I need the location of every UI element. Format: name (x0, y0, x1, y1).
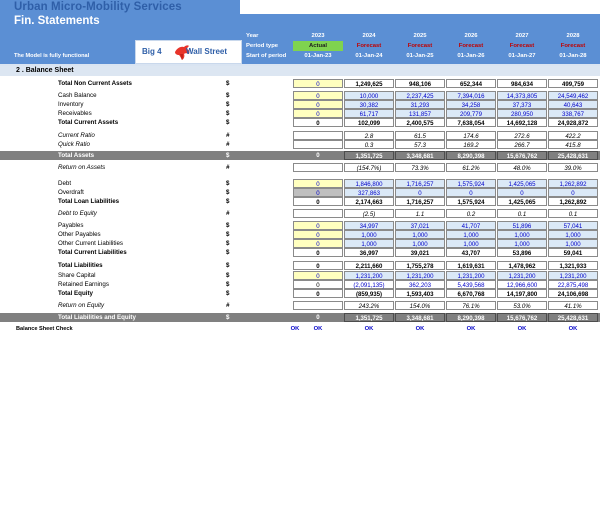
table-cell[interactable]: 57.3 (395, 140, 445, 149)
company-name: Urban Micro-Mobility Services (14, 1, 182, 13)
table-cell[interactable]: 0.3 (344, 140, 394, 149)
status-badge: OK (364, 326, 374, 332)
document-title: Fin. Statements (14, 15, 100, 27)
table-cell[interactable]: 37,021 (395, 221, 445, 230)
balance-sheet-check-label: Balance Sheet Check (16, 326, 73, 332)
table-cell[interactable]: 12,966,600 (497, 280, 547, 289)
table-cell[interactable]: 25,428,631 (548, 151, 598, 160)
table-cell[interactable]: 31,293 (395, 100, 445, 109)
table-cell[interactable]: 1,000 (548, 230, 598, 239)
table-row (0, 271, 600, 280)
row-label: Inventory (58, 101, 84, 108)
table-cell[interactable]: 15,676,762 (497, 313, 547, 322)
table-cell[interactable]: 102,099 (344, 118, 394, 127)
table-cell[interactable]: 14,373,805 (497, 91, 547, 100)
table-cell[interactable]: 0 (293, 280, 343, 289)
row-unit: $ (226, 101, 230, 108)
row-label: Quick Ratio (58, 141, 90, 148)
table-cell[interactable]: 1,000 (344, 239, 394, 248)
table-row (0, 109, 600, 118)
table-cell[interactable]: 43,707 (446, 248, 496, 257)
table-cell[interactable]: 1,231,200 (548, 271, 598, 280)
table-cell[interactable]: 1,000 (446, 239, 496, 248)
table-cell[interactable]: (2,091,135) (344, 280, 394, 289)
table-cell[interactable]: 61,717 (344, 109, 394, 118)
header-start-of-period-2025: 01-Jan-25 (406, 53, 434, 59)
status-badge: OK (290, 326, 300, 332)
table-cell[interactable]: 174.6 (446, 131, 496, 140)
table-cell[interactable]: 61.5 (395, 131, 445, 140)
row-unit: # (226, 302, 230, 309)
table-row (0, 230, 600, 239)
table-cell[interactable]: 25,428,631 (548, 313, 598, 322)
table-cell[interactable]: 280,950 (497, 109, 547, 118)
table-cell[interactable]: 154.0% (395, 301, 445, 310)
table-cell[interactable]: 36,997 (344, 248, 394, 257)
table-cell[interactable]: 652,344 (446, 79, 496, 88)
table-cell[interactable]: 6,670,768 (446, 289, 496, 298)
row-unit: $ (226, 262, 230, 269)
table-cell[interactable]: 266.7 (497, 140, 547, 149)
table-cell[interactable]: 48.0% (497, 163, 547, 172)
row-label: Total Assets (58, 152, 95, 159)
table-row (0, 100, 600, 109)
table-cell[interactable]: 0 (293, 179, 343, 188)
row-unit: $ (226, 110, 230, 117)
table-cell[interactable]: 0 (395, 188, 445, 197)
table-cell[interactable]: 1,262,892 (548, 179, 598, 188)
table-cell[interactable]: 14,197,800 (497, 289, 547, 298)
table-cell[interactable]: 41,707 (446, 221, 496, 230)
table-cell[interactable]: 0 (293, 79, 343, 88)
row-unit: $ (226, 290, 230, 297)
table-cell[interactable]: 61.2% (446, 163, 496, 172)
table-cell[interactable]: 37,373 (497, 100, 547, 109)
row-label: Payables (58, 222, 84, 229)
status-badge: OK (466, 326, 476, 332)
table-cell[interactable]: 984,634 (497, 79, 547, 88)
header-year-2023: 2023 (311, 33, 325, 39)
table-cell[interactable]: 1,425,065 (497, 179, 547, 188)
table-cell[interactable]: 0 (293, 289, 343, 298)
table-cell[interactable]: 0 (293, 91, 343, 100)
table-row (0, 79, 600, 88)
table-cell[interactable]: 243.2% (344, 301, 394, 310)
table-row (0, 313, 600, 322)
header-year-2025: 2025 (413, 33, 427, 39)
row-unit: $ (226, 180, 230, 187)
table-cell[interactable] (293, 140, 343, 149)
table-cell[interactable]: 415.8 (548, 140, 598, 149)
table-cell[interactable]: 0 (316, 152, 320, 159)
table-cell[interactable]: 40,643 (548, 100, 598, 109)
table-row (0, 151, 600, 160)
table-cell[interactable]: 22,875,498 (548, 280, 598, 289)
table-cell[interactable]: 0 (293, 261, 343, 270)
table-row (0, 140, 600, 149)
row-unit: # (226, 210, 230, 217)
header-start-of-period-2024: 01-Jan-24 (355, 53, 383, 59)
table-cell[interactable]: 1,262,892 (548, 197, 598, 206)
row-unit: $ (226, 249, 230, 256)
table-cell[interactable]: 0 (293, 221, 343, 230)
row-unit: $ (226, 152, 230, 159)
table-cell[interactable]: 0 (548, 188, 598, 197)
row-unit: $ (226, 231, 230, 238)
row-label: Total Current Assets (58, 119, 119, 126)
header-year-2028: 2028 (566, 33, 580, 39)
table-cell[interactable]: 7,638,054 (446, 118, 496, 127)
table-cell[interactable]: 948,106 (395, 79, 445, 88)
row-unit: $ (226, 314, 230, 321)
header-period-type-2026: Forecast (458, 43, 484, 49)
row-label: Total Loan Liabilities (58, 198, 120, 205)
header-label-start-of-period: Start of period (246, 53, 287, 59)
table-cell[interactable]: 8,290,398 (446, 151, 496, 160)
table-cell[interactable]: 0.2 (446, 209, 496, 218)
header-year-2024: 2024 (362, 33, 376, 39)
row-label: Return on Assets (58, 164, 106, 171)
row-label: Total Liabilities and Equity (58, 314, 136, 321)
table-row (0, 261, 600, 270)
row-label: Cash Balance (58, 92, 97, 99)
row-label: Receivables (58, 110, 92, 117)
row-unit: $ (226, 222, 230, 229)
table-cell[interactable]: 24,928,872 (548, 118, 598, 127)
header-period-type-2024: Forecast (356, 43, 382, 49)
table-cell[interactable]: 1,000 (395, 239, 445, 248)
row-label: Retained Earnings (58, 281, 109, 288)
row-label: Total Equity (58, 290, 93, 297)
row-unit: $ (226, 240, 230, 247)
row-unit: # (226, 132, 230, 139)
table-cell[interactable]: 34,997 (344, 221, 394, 230)
header-period-type-2023: Actual (293, 41, 343, 51)
table-cell[interactable]: 209,779 (446, 109, 496, 118)
table-cell[interactable]: 51,896 (497, 221, 547, 230)
table-cell[interactable]: 24,106,698 (548, 289, 598, 298)
section-title: 2 . Balance Sheet (16, 67, 74, 74)
table-row (0, 289, 600, 298)
table-cell[interactable]: 76.1% (446, 301, 496, 310)
table-row (0, 118, 600, 127)
table-cell[interactable]: 1,716,257 (395, 197, 445, 206)
row-label: Total Liabilities (58, 262, 103, 269)
row-label: Return on Equity (58, 302, 105, 309)
table-cell[interactable]: 2,400,575 (395, 118, 445, 127)
table-cell[interactable]: 39,021 (395, 248, 445, 257)
table-cell[interactable]: 1,619,631 (446, 261, 496, 270)
table-cell[interactable]: 41.1% (548, 301, 598, 310)
row-unit: # (226, 141, 230, 148)
table-cell[interactable]: 362,203 (395, 280, 445, 289)
table-cell[interactable]: 1,231,200 (395, 271, 445, 280)
table-cell[interactable]: 169.2 (446, 140, 496, 149)
table-row (0, 209, 600, 218)
section-header (0, 66, 600, 76)
table-cell[interactable]: 131,857 (395, 109, 445, 118)
table-cell[interactable]: 1,478,962 (497, 261, 547, 270)
table-cell[interactable]: 0 (446, 188, 496, 197)
row-unit: $ (226, 272, 230, 279)
table-cell[interactable]: 0 (293, 188, 343, 197)
row-label: Other Current Liabilities (58, 240, 123, 247)
page-banner (0, 0, 600, 72)
table-cell[interactable]: 499,759 (548, 79, 598, 88)
header-start-of-period-2028: 01-Jan-28 (559, 53, 587, 59)
table-row (0, 301, 600, 310)
row-label: Share Capital (58, 272, 96, 279)
header-start-of-period-2027: 01-Jan-27 (508, 53, 536, 59)
row-label: Overdraft (58, 189, 84, 196)
table-cell[interactable]: 0 (293, 230, 343, 239)
brand-logo (135, 40, 242, 64)
table-cell[interactable]: 1,351,725 (344, 313, 394, 322)
table-row (0, 248, 600, 257)
table-cell[interactable]: 1,716,257 (395, 179, 445, 188)
table-cell[interactable]: (859,935) (344, 289, 394, 298)
table-cell[interactable]: 1,593,403 (395, 289, 445, 298)
table-cell[interactable]: 34,258 (446, 100, 496, 109)
header-year-2026: 2026 (464, 33, 478, 39)
table-row (0, 239, 600, 248)
table-cell[interactable]: 327,863 (344, 188, 394, 197)
table-cell[interactable]: 1,231,200 (344, 271, 394, 280)
table-cell[interactable]: 39.0% (548, 163, 598, 172)
table-cell[interactable]: 3,348,681 (395, 151, 445, 160)
table-cell[interactable]: 0.1 (548, 209, 598, 218)
status-badge: OK (313, 326, 323, 332)
table-cell[interactable]: 2,174,663 (344, 197, 394, 206)
table-cell[interactable]: 30,382 (344, 100, 394, 109)
table-cell[interactable]: 57,041 (548, 221, 598, 230)
header-start-of-period-2023: 01-Jan-23 (304, 53, 332, 59)
table-cell[interactable]: 1,231,200 (497, 271, 547, 280)
table-cell[interactable]: 53.0% (497, 301, 547, 310)
table-cell[interactable]: 8,290,398 (446, 313, 496, 322)
table-row (0, 197, 600, 206)
table-cell[interactable]: 1,000 (548, 239, 598, 248)
table-cell[interactable] (293, 209, 343, 218)
table-cell[interactable]: 0 (293, 239, 343, 248)
table-cell[interactable]: 338,767 (548, 109, 598, 118)
header-period-type-2028: Forecast (560, 43, 586, 49)
table-cell[interactable]: 1,575,924 (446, 179, 496, 188)
table-row (0, 221, 600, 230)
table-cell[interactable]: 1.1 (395, 209, 445, 218)
table-cell[interactable] (293, 163, 343, 172)
table-cell[interactable]: 1,575,924 (446, 197, 496, 206)
header-period-type-2027: Forecast (509, 43, 535, 49)
row-label: Total Current Liabilities (58, 249, 127, 256)
table-cell[interactable]: 422.2 (548, 131, 598, 140)
table-cell[interactable]: 10,000 (344, 91, 394, 100)
table-cell[interactable]: 1,231,200 (446, 271, 496, 280)
table-cell[interactable]: 1,351,725 (344, 151, 394, 160)
row-unit: $ (226, 80, 230, 87)
header-period-type-2025: Forecast (407, 43, 433, 49)
row-unit: $ (226, 281, 230, 288)
table-cell[interactable] (293, 301, 343, 310)
table-cell[interactable]: 1,000 (446, 230, 496, 239)
table-cell[interactable]: 73.3% (395, 163, 445, 172)
table-cell[interactable]: 0 (293, 118, 343, 127)
table-cell[interactable]: 5,439,568 (446, 280, 496, 289)
table-row (0, 91, 600, 100)
table-cell[interactable]: 24,549,462 (548, 91, 598, 100)
table-cell[interactable]: 0.1 (497, 209, 547, 218)
table-row (0, 163, 600, 172)
table-cell[interactable]: 0 (293, 248, 343, 257)
table-cell[interactable]: 1,755,278 (395, 261, 445, 270)
table-cell[interactable]: 1,000 (395, 230, 445, 239)
status-badge: OK (568, 326, 578, 332)
table-cell[interactable] (293, 131, 343, 140)
table-cell[interactable]: 0 (316, 314, 320, 321)
table-cell[interactable]: (2.5) (344, 209, 394, 218)
table-cell[interactable]: 0 (293, 100, 343, 109)
table-cell[interactable]: 59,041 (548, 248, 598, 257)
table-cell[interactable]: 1,000 (497, 230, 547, 239)
row-unit: $ (226, 198, 230, 205)
logo-right-text: Wall Street (186, 47, 228, 56)
row-unit: $ (226, 119, 230, 126)
row-unit: # (226, 164, 230, 171)
table-cell[interactable]: 1,321,933 (548, 261, 598, 270)
balance-sheet-check-row (0, 325, 600, 334)
table-cell[interactable]: 1,000 (344, 230, 394, 239)
table-cell[interactable]: 1,000 (497, 239, 547, 248)
table-cell[interactable]: 272.6 (497, 131, 547, 140)
header-label-year: Year (246, 33, 259, 39)
row-unit: $ (226, 189, 230, 196)
row-label: Debt (58, 180, 72, 187)
status-badge: OK (415, 326, 425, 332)
row-label: Debt to Equity (58, 210, 97, 217)
table-cell[interactable]: (154.7%) (344, 163, 394, 172)
table-cell[interactable]: 2.8 (344, 131, 394, 140)
row-unit: $ (226, 92, 230, 99)
table-cell[interactable]: 1,425,065 (497, 197, 547, 206)
header-start-of-period-2026: 01-Jan-26 (457, 53, 485, 59)
table-cell[interactable]: 0 (293, 271, 343, 280)
status-badge: OK (517, 326, 527, 332)
row-label: Current Ratio (58, 132, 95, 139)
row-label: Total Non Current Assets (58, 80, 132, 87)
table-cell[interactable]: 2,211,660 (344, 261, 394, 270)
banner-tagline: The Model is fully functional (14, 53, 90, 59)
table-cell[interactable]: 14,692,128 (497, 118, 547, 127)
header-year-2027: 2027 (515, 33, 529, 39)
table-cell[interactable]: 1,249,625 (344, 79, 394, 88)
table-row (0, 280, 600, 289)
table-cell[interactable]: 53,896 (497, 248, 547, 257)
table-row (0, 131, 600, 140)
table-row (0, 188, 600, 197)
table-cell[interactable]: 0 (497, 188, 547, 197)
table-cell[interactable]: 1,846,800 (344, 179, 394, 188)
table-cell[interactable]: 15,676,762 (497, 151, 547, 160)
table-cell[interactable]: 0 (293, 197, 343, 206)
header-label-period-type: Period type (246, 43, 279, 49)
table-cell[interactable]: 7,394,016 (446, 91, 496, 100)
table-cell[interactable]: 3,348,681 (395, 313, 445, 322)
logo-left-text: Big 4 (142, 47, 162, 56)
table-row (0, 179, 600, 188)
table-cell[interactable]: 0 (293, 109, 343, 118)
row-label: Other Payables (58, 231, 101, 238)
table-cell[interactable]: 2,237,425 (395, 91, 445, 100)
